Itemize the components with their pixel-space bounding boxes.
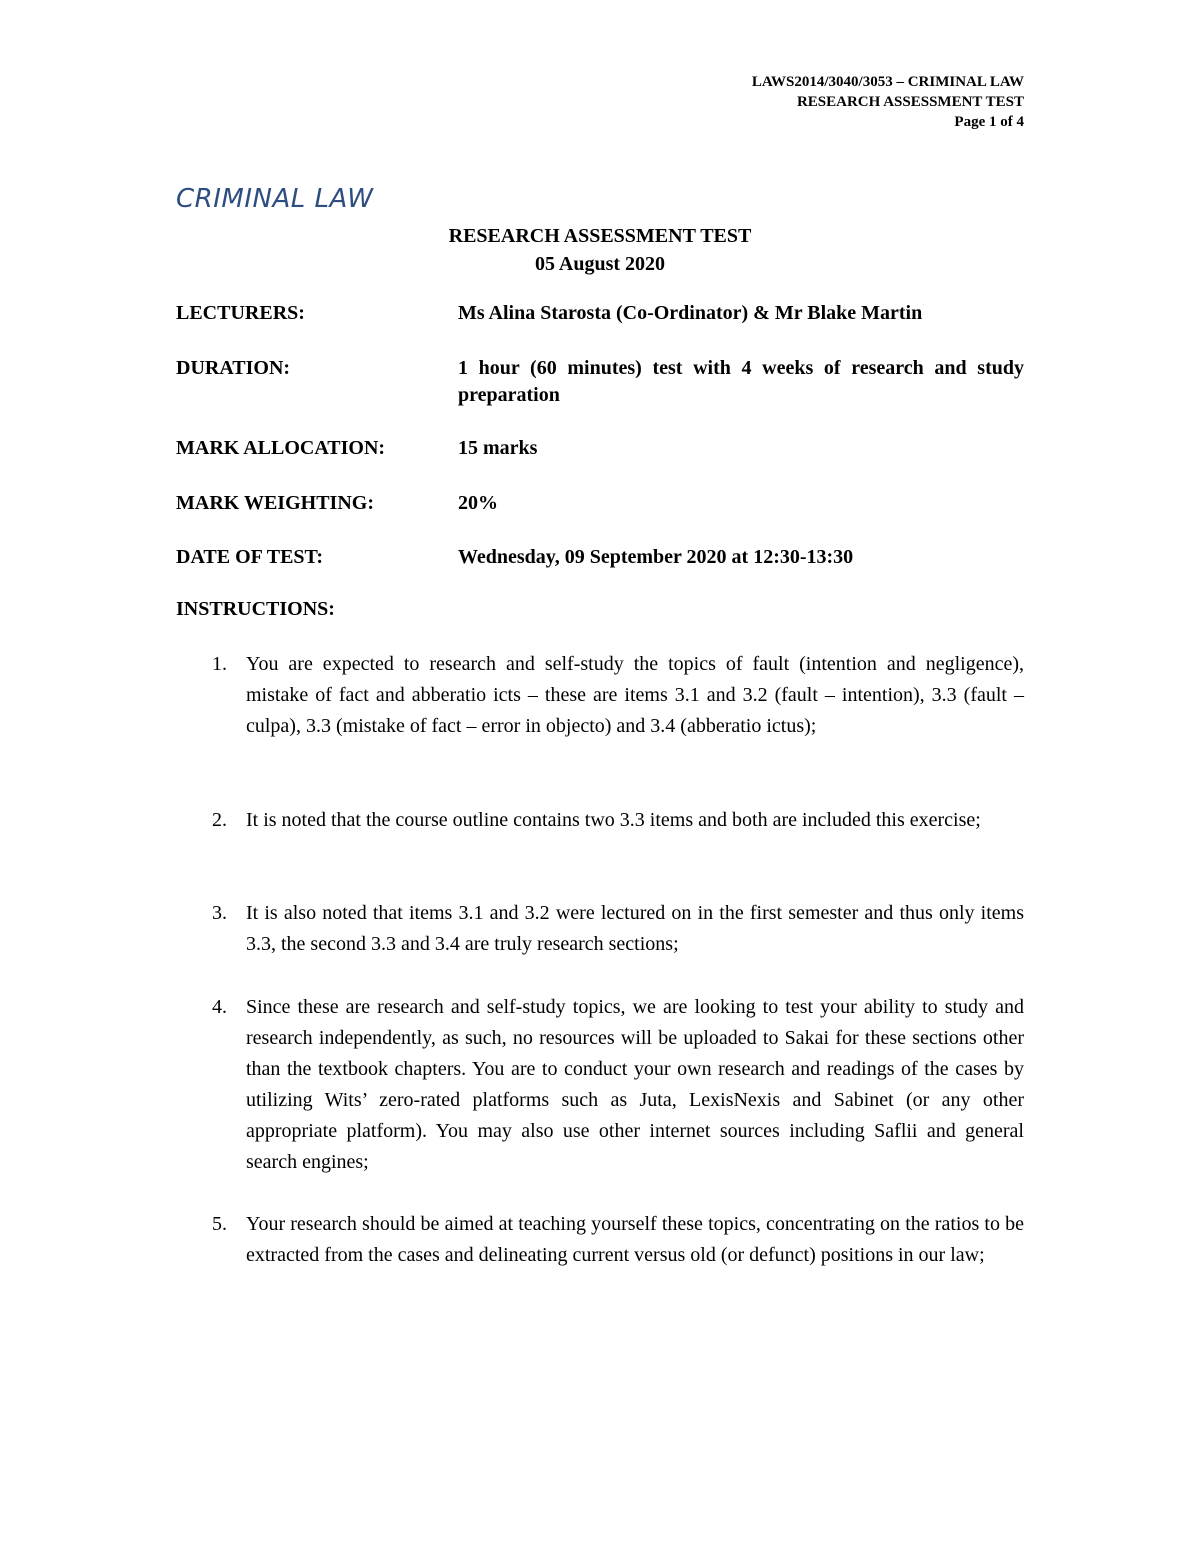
instruction-number: 5. xyxy=(212,1213,227,1235)
detail-label: LECTURERS: xyxy=(176,302,305,324)
header-page-number: Page 1 of 4 xyxy=(954,114,1024,130)
page-header xyxy=(752,72,1024,132)
instruction-number: 2. xyxy=(212,809,227,831)
instruction-number: 3. xyxy=(212,902,227,924)
header-test-name: RESEARCH ASSESSMENT TEST xyxy=(796,94,1024,110)
instruction-text: You are expected to research and self-study the topics of fault (intention and negligence), mistake of fact and abberatio icts – these are items 3.1 and 3.2 (fault – intention), 3.3 (fault – culpa), 3.3 (mistake of fact – error in objecto) and 3.4 (abberatio ictus); xyxy=(246,653,1024,737)
detail-label: MARK ALLOCATION: xyxy=(176,437,386,459)
document-subtitle xyxy=(0,222,1200,278)
document-title: CRIMINAL LAW xyxy=(176,184,374,214)
subtitle-test-name: RESEARCH ASSESSMENT TEST xyxy=(448,225,752,247)
subtitle-date: 05 August 2020 xyxy=(534,253,666,275)
detail-label: MARK WEIGHTING: xyxy=(176,492,374,514)
detail-value: 1 hour (60 minutes) test with 4 weeks of research and study preparation xyxy=(458,357,1024,406)
instruction-text: It is also noted that items 3.1 and 3.2 were lectured on in the first semester and thus only items 3.3, the second 3.3 and 3.4 are truly research sections; xyxy=(246,902,1024,955)
instruction-number: 1. xyxy=(212,653,227,675)
detail-value: 20% xyxy=(458,492,498,514)
instruction-text: Since these are research and self-study topics, we are looking to test your ability to study and research independently, as such, no resources will be uploaded to Sakai for these sections other than the textbook chapters. You are to conduct your own research and readings of the cases by utilizing Wits’ zero-rated platforms such as Juta, LexisNexis and Sabinet (or any other appropriate platform). You may also use other internet sources including Saflii and general search engines; xyxy=(246,996,1024,1173)
detail-value: Ms Alina Starosta (Co-Ordinator) & Mr Blake Martin xyxy=(458,302,923,324)
detail-value: Wednesday, 09 September 2020 at 12:30-13:30 xyxy=(458,546,854,568)
instruction-number: 4. xyxy=(212,996,227,1018)
instruction-text: It is noted that the course outline contains two 3.3 items and both are included this exercise; xyxy=(246,809,981,831)
detail-value: 15 marks xyxy=(458,437,538,459)
header-course-code: LAWS2014/3040/3053 – CRIMINAL LAW xyxy=(751,74,1024,90)
detail-label: DURATION: xyxy=(176,357,291,379)
detail-label: DATE OF TEST: xyxy=(176,546,324,568)
instruction-text: Your research should be aimed at teaching yourself these topics, concentrating on the ratios to be extracted from the cases and delineating current versus old (or defunct) positions in our law; xyxy=(246,1213,1024,1266)
instructions-heading: INSTRUCTIONS: xyxy=(176,598,335,620)
